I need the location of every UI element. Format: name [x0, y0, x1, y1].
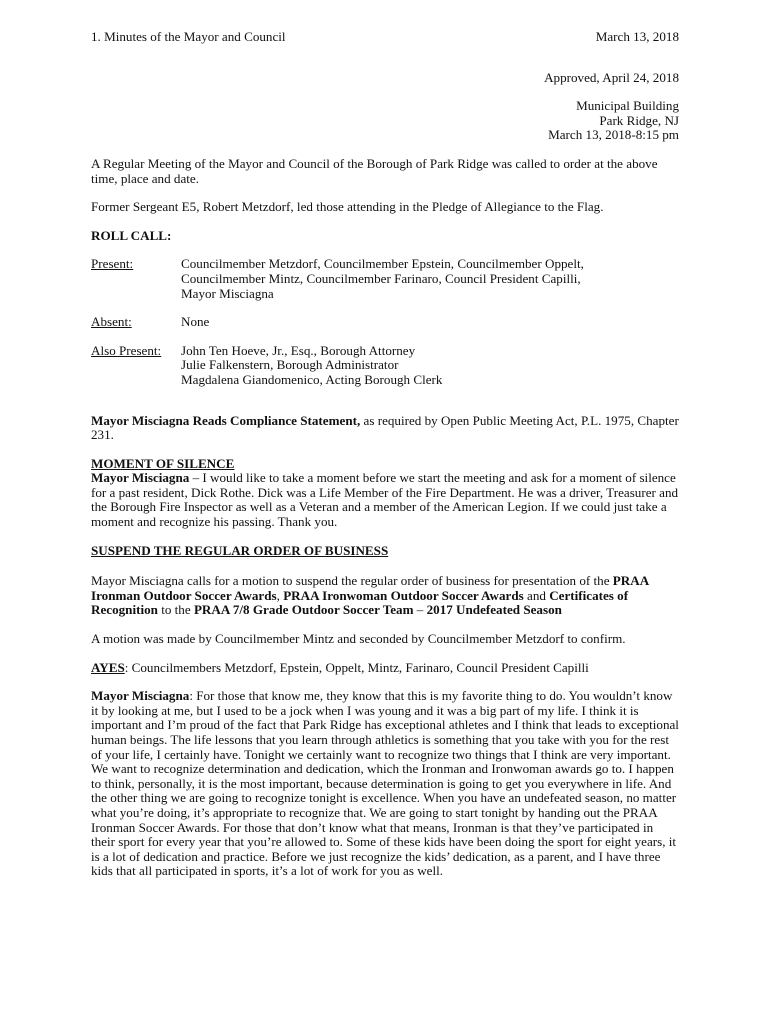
suspend-order-paragraph [91, 574, 679, 618]
suspend-text: Mayor Misciagna calls for a motion to suspend the regular order of business for presentation of the [91, 573, 613, 589]
minutes-page [91, 30, 679, 879]
undefeated-season: 2017 Undefeated Season [426, 602, 562, 618]
header-date: March 13, 2018 [595, 29, 679, 44]
present-line: Mayor Misciagna [181, 285, 274, 301]
silence-speaker: Mayor Misciagna [91, 470, 190, 486]
present-row [91, 257, 679, 301]
header-title: 1. Minutes of the Mayor and Council [91, 29, 286, 44]
motion-paragraph: A motion was made by Councilmember Mintz and seconded by Councilmember Metzdorf to confirm. [91, 631, 626, 647]
also-present-line: John Ten Hoeve, Jr., Esq., Borough Attorney [181, 342, 416, 358]
ironwoman-award: PRAA Ironwoman Outdoor Soccer Awards [283, 587, 524, 603]
suspend-text: to the [157, 602, 194, 618]
suspend-order-heading: SUSPEND THE REGULAR ORDER OF BUSINESS [91, 542, 389, 558]
suspend-text: and [523, 587, 550, 603]
also-present-line: Magdalena Giandomenico, Acting Borough Clerk [181, 371, 443, 387]
also-present-label: Also Present: [91, 342, 162, 358]
ayes-paragraph [91, 661, 679, 676]
ayes-text: : Councilmembers Metzdorf, Epstein, Oppelt, Mintz, Farinaro, Council President Capilli [124, 659, 589, 675]
present-line: Councilmember Mintz, Councilmember Farinaro, Council President Capilli, [181, 270, 581, 286]
intro-paragraph: A Regular Meeting of the Mayor and Council of the Borough of Park Ridge was called to order at the above time, place and date. [91, 155, 658, 186]
meeting-location [91, 99, 679, 143]
pledge-paragraph: Former Sergeant E5, Robert Metzdorf, led those attending in the Pledge of Allegiance to the Flag. [91, 199, 604, 215]
present-label: Present: [91, 256, 134, 272]
remarks-text: : For those that know me, they know that this is my favorite thing to do. You wouldn’t know it by looking at me, but I used to be a jock when I was young and it was a big part of my life. I think it is important and I’m proud of the fact that Park Ridge has exceptional athletes and I think that leads to exceptional human beings. The life lessons that you learn through athletics is something that you take with you for the rest of your life, I certainly have. Tonight we certainly want to recognize two things that I think are very important. We want to recognize determination and dedication, which the Ironman and Ironwoman awards go to. I happen to think, personally, it is the most important, because determination is going to get you everywhere in life. And the other thing we are going to recognize tonight is excellence. When you have an undefeated season, no matter what you’re doing, it’s appropriate to recognize that. We are going to start tonight by handing out the PRAA Ironman Soccer Awards. For those that don’t know what that means, Ironman is that they’ve participated in their sport for every year that you’re allowed to. Some of these kids have been doing the sport for eight years, it is a lot of dedication and practice. Before we just recognize the kids’ dedication, as a parent, and I have three kids that all participated in sports, it’s a lot of work for you as well. [91, 688, 679, 879]
absent-label: Absent: [91, 314, 132, 330]
ironman-award: PRAA Ironman Outdoor Soccer Awards [91, 573, 649, 603]
moment-of-silence-heading: MOMENT OF SILENCE [91, 455, 235, 471]
remarks-speaker: Mayor Misciagna [91, 688, 190, 704]
also-present-list [181, 344, 442, 388]
location-building: Municipal Building [576, 98, 679, 114]
compliance-text: as required by Open Public Meeting Act, P.L. 1975, Chapter 231. [91, 412, 679, 443]
also-present-row [91, 344, 679, 388]
compliance-paragraph [91, 414, 679, 443]
approved-date: Approved, April 24, 2018 [544, 69, 679, 85]
soccer-team: PRAA 7/8 Grade Outdoor Soccer Team [193, 602, 414, 618]
present-list [181, 257, 584, 301]
absent-row [91, 315, 679, 330]
mayor-remarks-paragraph [91, 689, 679, 879]
suspend-text: , [276, 587, 284, 603]
absent-value: None [181, 314, 210, 330]
silence-text: – I would like to take a moment before we start the meeting and ask for a moment of silence for a past resident, Dick Rothe. Dick was a Life Member of the Fire Department. He was a driver, Treasurer and the Borough Fire Inspector as well as a Veteran and a member of the American Legion. If we could just take a moment and recognize his passing. Thank you. [91, 470, 679, 530]
page-header [91, 30, 679, 45]
suspend-text: – [413, 602, 427, 618]
also-present-line: Julie Falkenstern, Borough Administrator [181, 357, 399, 373]
roll-call-heading: ROLL CALL: [91, 227, 172, 243]
present-line: Councilmember Metzdorf, Councilmember Epstein, Councilmember Oppelt, [181, 256, 584, 272]
compliance-lead: Mayor Misciagna Reads Compliance Statement, [91, 412, 361, 428]
moment-of-silence-paragraph [91, 471, 679, 529]
ayes-label: AYES [91, 659, 125, 675]
location-town: Park Ridge, NJ [599, 112, 679, 128]
certificates-of-recognition: Certificates of Recognition [91, 587, 629, 618]
location-datetime: March 13, 2018-8:15 pm [548, 127, 679, 143]
